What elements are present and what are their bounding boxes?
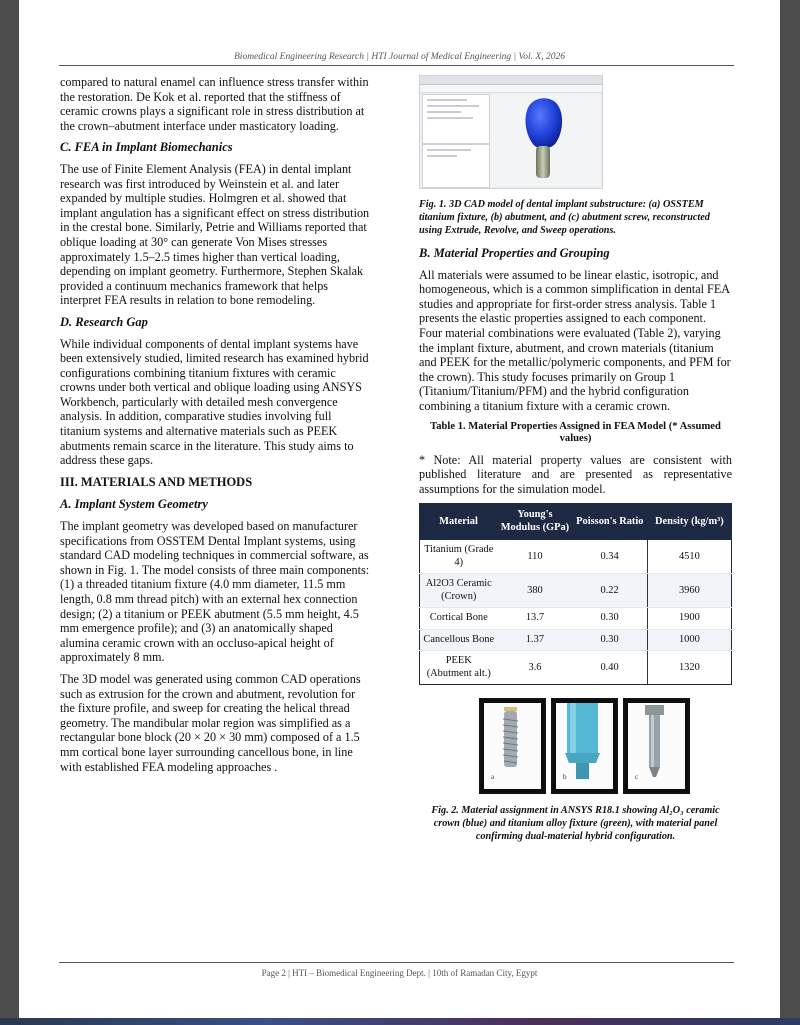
crown-shape	[526, 98, 563, 148]
running-header: Biomedical Engineering Research | HTI Journal of Medical Engineering | Vol. X, 2026	[234, 52, 565, 62]
table-cell: PEEK (Abutment alt.)	[420, 651, 498, 685]
figure-1-caption: Fig. 1. 3D CAD model of dental implant substructure: (a) OSSTEM titanium fixture, (b) abutment, and (c) abutment screw, reconstructed using Extrude, Revolve, and Sweep operations.	[419, 199, 710, 236]
fea-paragraph: The use of Finite Element Analysis (FEA) in dental implant research was first introduced by Weinstein et al. and later expanded by multiple studies. Holmgren et al. showed that implant angulation has a significant effect on stress distribution in the crestal bone. Similarly, Petrie and Williams reported that oblique loading at 30° can generate Von Mises stresses approximately 1.5–2.5 times higher than vertical loading, depending on implant geometry. Furthermore, Stephen Skalak provided a continuum mechanics framework that helps interpret FEA results in relation to bone remodeling.	[60, 161, 370, 308]
component-label: a	[491, 772, 495, 781]
window-bottom-strip	[0, 1018, 800, 1025]
table-cell: 4510	[647, 540, 731, 574]
component-b-abutment-image	[551, 698, 618, 794]
table-cell: Titanium (Grade 4)	[420, 540, 498, 574]
table-cell: 0.40	[572, 651, 647, 685]
cad-feature-tree	[422, 94, 490, 144]
implant-3d-model	[491, 94, 600, 186]
table-cell: 380	[498, 574, 573, 608]
component-label: c	[635, 772, 639, 781]
table-1-title: Table 1. Material Properties Assigned in FEA Model (* Assumed values)	[430, 420, 721, 445]
table-cell: 3.6	[498, 651, 573, 685]
paper-page	[19, 0, 780, 1018]
table-header-density: Density (kg/m³)	[647, 504, 731, 540]
material-properties-table	[419, 503, 732, 685]
cad-viewport	[491, 94, 600, 186]
table-cell: 1320	[647, 651, 731, 685]
table-cell: 110	[498, 540, 573, 574]
table-cell: 1900	[647, 608, 731, 630]
table-cell: 13.7	[498, 608, 573, 630]
table-cell: 0.22	[572, 574, 647, 608]
model-paragraph: The 3D model was generated using common CAD operations such as extrusion for the crown and abutment, revolution for the fixture profile, and sweep for creating the helical thread geometry. The mandibular molar region was simplified as a rectangular bone block (20 × 20 × 30 mm) composed of a 1.5 mm cortical bone layer surrounding cancellous bone, in line with established FEA modeling approaches .	[60, 671, 361, 774]
table-header-poissons-ratio: Poisson's Ratio	[572, 504, 647, 540]
table-row	[420, 540, 732, 574]
component-c-screw-image	[623, 698, 690, 794]
table-cell: Cortical Bone	[420, 608, 498, 630]
figure-2-caption: Fig. 2. Material assignment in ANSYS R18.1 showing Al₂O₃ ceramic crown (blue) and titanium alloy fixture (green), with material panel confirming dual-material hybrid configuration.	[431, 805, 720, 843]
table-cell: 1.37	[498, 629, 573, 651]
section-heading-research-gap: D. Research Gap	[60, 314, 148, 329]
figure-2-components	[479, 698, 732, 794]
geometry-paragraph: The implant geometry was developed based on manufacturer specifications from OSSTEM Dental Implant systems, using standard CAD modeling techniques in commercial software, as shown in Fig. 1. The model consists of three main components: (1) a threaded titanium fixture (4.0 mm diameter, 11.5 mm length, 0.8 mm thread pitch) with an external hex connection design; (2) a titanium or PEEK abutment (5.5 mm height, 4.5 mm emergence profile); and (3) an anatomically shaped alumina ceramic crown with an occluso-apical height of approximately 8 mm.	[60, 519, 370, 665]
table-row	[420, 574, 732, 608]
table-cell: 0.34	[572, 540, 647, 574]
component-label: b	[563, 772, 567, 781]
table-header-material: Material	[420, 504, 498, 540]
table-row	[420, 629, 732, 651]
right-column	[419, 75, 732, 843]
material-paragraph: All materials were assumed to be linear elastic, isotropic, and homogeneous, which is a common simplification in dental FEA studies and appropriate for first-order stress analysis. Table 1 presents the elastic properties assigned to each component. Four material combinations were evaluated (Table 2), varying the implant fixture, abutment, and crown materials (titanium and PEEK for the metallic/polymeric components, and PFM for the crown). This study focuses primarily on Group 1 (Titanium/Titanium/PFM) and the hybrid configuration combining a titanium fixture with a ceramic crown.	[419, 267, 731, 413]
table-cell: Al2O3 Ceramic (Crown)	[420, 574, 498, 608]
table-note: * Note: All material property values are consistent with published literature and are presented as representative assumptions for the simulation model.	[419, 452, 732, 496]
research-gap-paragraph: While individual components of dental implant systems have been extensively studied, limited research has examined hybrid configurations combining titanium fixtures with ceramic crowns under both vertical and oblique loading using ANSYS Workbench, particularly with detailed mesh convergence analysis. In addition, comparative studies involving full titanium systems and alternative materials such as PEEK abutments remain scarce in the literature. This study aims to address these gaps.	[60, 336, 369, 468]
left-column	[60, 75, 372, 781]
section-heading-material: B. Material Properties and Grouping	[419, 246, 610, 260]
fixture-shape	[536, 146, 550, 178]
intro-paragraph: compared to natural enamel can influence stress transfer within the restoration. De Kok et al. reported that the stiffness of ceramic crowns plays a significant role in stress distribution at the crown–abutment interface under masticatory loading.	[60, 75, 369, 133]
footer-rule	[59, 962, 734, 963]
table-row	[420, 608, 732, 630]
table-header-youngs-modulus: Young's Modulus (GPa)	[498, 504, 573, 540]
table-cell: 1000	[647, 629, 731, 651]
cad-toolbar	[420, 85, 602, 93]
table-cell: 0.30	[572, 629, 647, 651]
table-row	[420, 651, 732, 685]
component-a-fixture-image	[479, 698, 546, 794]
section-heading-geometry: A. Implant System Geometry	[60, 497, 208, 512]
table-cell: 0.30	[572, 608, 647, 630]
cad-menu-bar	[420, 76, 602, 85]
section-heading-methods: III. MATERIALS AND METHODS	[60, 474, 253, 489]
cad-properties-panel	[422, 144, 490, 188]
figure-1-cad-screenshot	[419, 75, 603, 189]
section-heading-fea: C. FEA in Implant Biomechanics	[60, 140, 233, 155]
table-cell: Cancellous Bone	[420, 629, 498, 651]
page-footer: Page 2 | HTI – Biomedical Engineering Dept. | 10th of Ramadan City, Egypt	[261, 968, 538, 978]
header-rule	[59, 65, 734, 66]
table-cell: 3960	[647, 574, 731, 608]
